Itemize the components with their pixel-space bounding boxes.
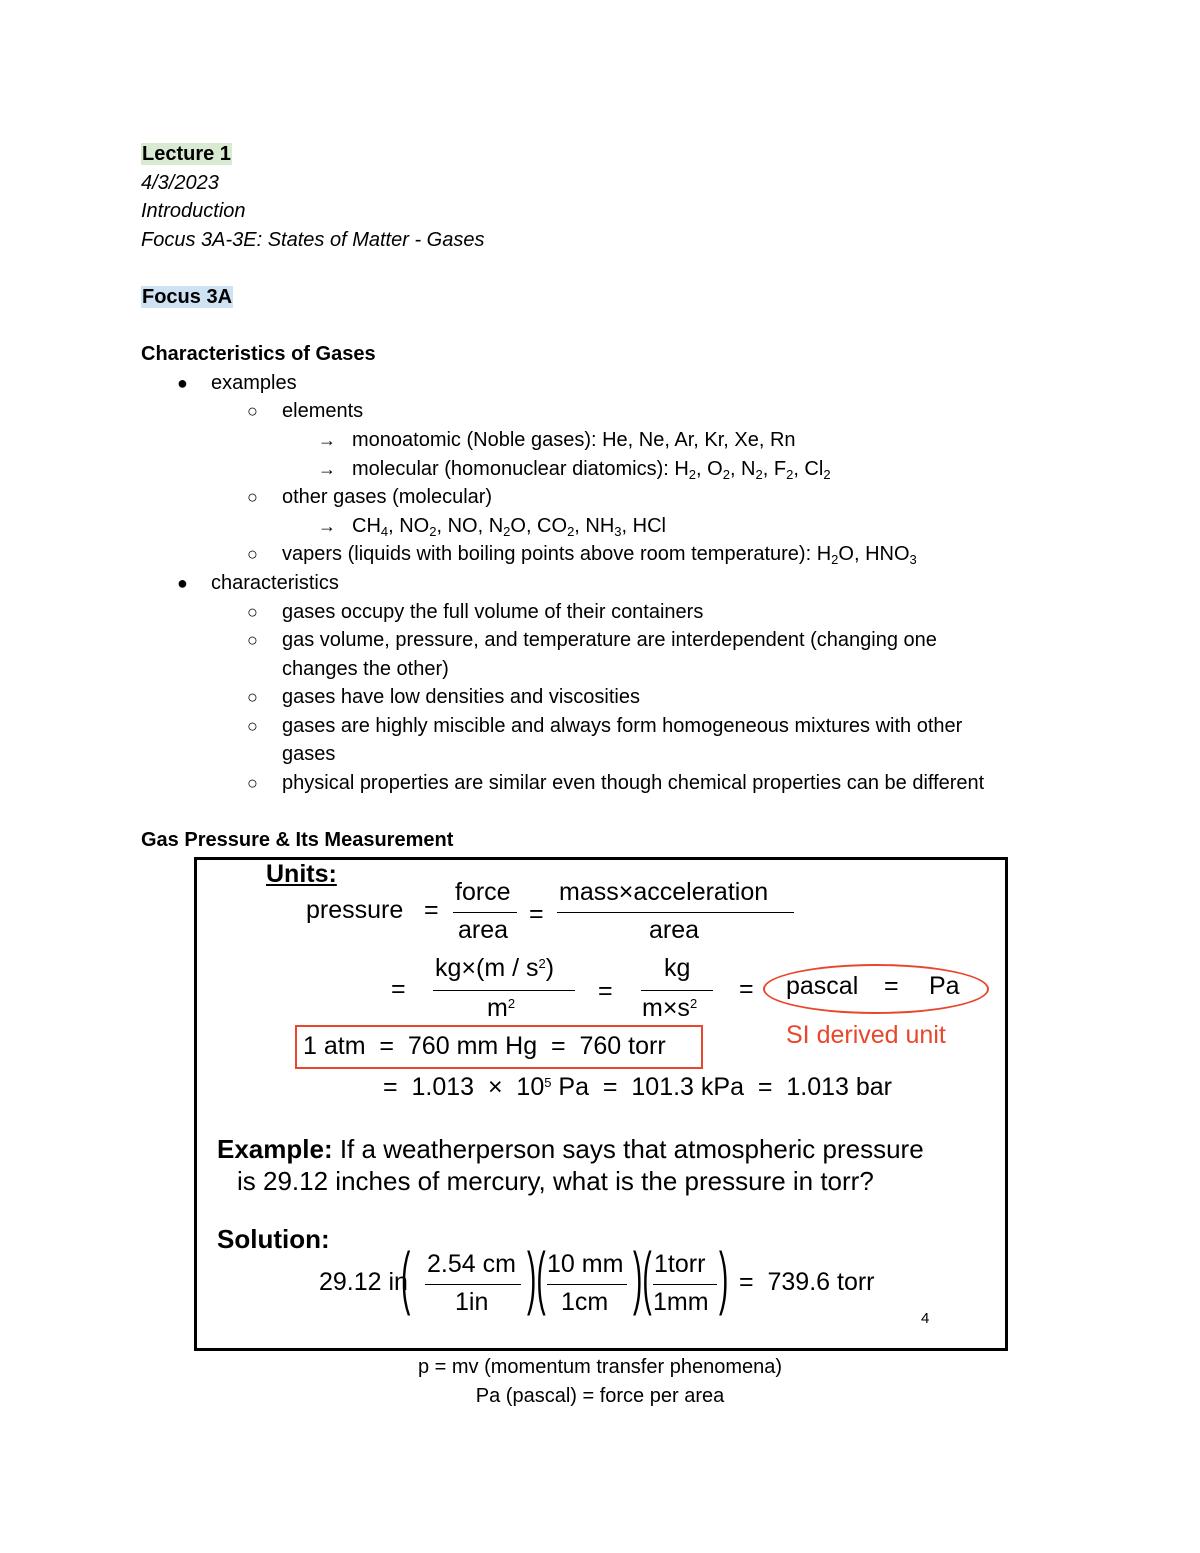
list-item: → monoatomic (Noble gases): He, Ne, Ar, Kr, Xe, Rn (141, 426, 1101, 455)
slide-number: 4 (921, 1310, 930, 1327)
bullet-icon: ● (177, 372, 188, 393)
equals-sign: = (529, 900, 544, 928)
equals-sign: = (739, 975, 754, 1003)
area-denominator: area (649, 916, 700, 944)
mass-acceleration-numerator: mass×acceleration (559, 878, 769, 906)
list-item-continuation: gases (282, 743, 336, 766)
list-item: ○ elements (141, 397, 1101, 426)
circle-bullet-icon: ○ (247, 715, 258, 736)
characteristics-heading: Characteristics of Gases (141, 343, 376, 366)
footer-pascal-note: Pa (pascal) = force per area (475, 1385, 725, 1407)
factor1-numerator: 2.54 cm (427, 1250, 516, 1278)
list-item: ● characteristics (141, 569, 1101, 598)
paren-icon: )( (527, 1238, 546, 1316)
mxs2-denominator: $m\times s^2$ (642, 994, 698, 1022)
arrow-icon: → (318, 429, 336, 450)
list-item: ○ gas volume, pressure, and temperature are interdependent (changing one (141, 626, 1101, 655)
factor2-denominator: 1cm (561, 1288, 609, 1316)
solution-result: = 739.6 torr (739, 1268, 875, 1296)
lecture-topic: Introduction (141, 200, 246, 223)
section-focus: Focus 3A (142, 285, 233, 308)
lecture-date: 4/3/2023 (141, 171, 219, 194)
factor1-denominator: 1in (455, 1288, 489, 1316)
circle-bullet-icon: ○ (247, 687, 258, 708)
circle-bullet-icon: ○ (247, 487, 258, 508)
circle-bullet-icon: ○ (247, 401, 258, 422)
left-paren-icon: ( (401, 1238, 411, 1316)
pressure-conversions: = $1.013 \times 10^5$ Pa = 101.3 kPa = 1.013 bar (383, 1073, 892, 1101)
list-item: ○ physical properties are similar even though chemical properties can be different (141, 769, 1101, 798)
kg-m-s2-numerator: $kg\times(m / s^2)$ (435, 954, 555, 982)
list-item: → $CH_4$, $NO_2$, NO, $N_2O$, $CO_2$, $NH_3$, HCl (141, 512, 1101, 541)
m2-denominator: $m^2$ (487, 994, 516, 1022)
example-text: Example: If a weatherperson says that atmospheric pressure (217, 1134, 924, 1164)
list-item: ○ other gases (molecular) (141, 483, 1101, 512)
atm-equivalence: 1 atm = 760 mm Hg = 760 torr (303, 1032, 666, 1060)
list-item: ○ gases occupy the full volume of their containers (141, 598, 1101, 627)
bullet-icon: ● (177, 572, 188, 593)
focus-range: Focus 3A-3E: States of Matter - Gases (141, 228, 485, 251)
factor2-numerator: 10 mm (547, 1250, 624, 1278)
arrow-icon: → (318, 515, 336, 536)
equals-sign: = (391, 975, 406, 1003)
pressure-word: pressure (306, 896, 404, 924)
pascal-word: pascal (786, 972, 859, 1000)
factor3-denominator: 1mm (653, 1288, 709, 1316)
force-numerator: force (455, 878, 511, 906)
list-item: ○ gases are highly miscible and always form homogeneous mixtures with other (141, 712, 1101, 741)
kg-numerator: kg (664, 954, 691, 982)
factor3-numerator: 1torr (654, 1250, 706, 1278)
arrow-icon: → (318, 458, 336, 479)
lecture-title: Lecture 1 (142, 143, 231, 165)
solution-label: Solution: (217, 1224, 330, 1254)
footer-momentum-note: p = mv (momentum transfer phenomena) (417, 1356, 783, 1378)
area-denominator: area (458, 916, 509, 944)
right-paren-icon: ) (719, 1238, 729, 1316)
si-derived-unit-label: SI derived unit (786, 1021, 946, 1049)
list-item: ○ vapers (liquids with boiling points above room temperature): $H_2O$, $HNO_3$ (141, 540, 1101, 569)
list-item: → molecular (homonuclear diatomics): $H_2$, $O_2$, $N_2$, $F_2$, $Cl_2$ (141, 455, 1101, 484)
equals-sign: = (884, 972, 899, 1000)
paren-icon: )( (633, 1238, 652, 1316)
circle-bullet-icon: ○ (247, 630, 258, 651)
pa-symbol: Pa (929, 972, 960, 1000)
equals-sign: = (424, 896, 439, 924)
solution-start-value: 29.12 in (319, 1268, 408, 1296)
equals-sign: = (598, 977, 613, 1005)
circle-bullet-icon: ○ (247, 544, 258, 565)
units-title: Units: (266, 860, 337, 888)
circle-bullet-icon: ○ (247, 601, 258, 622)
notes (141, 140, 1101, 855)
pressure-units-slide (194, 857, 1008, 1351)
circle-bullet-icon: ○ (247, 773, 258, 794)
list-item: ○ gases have low densities and viscosities (141, 683, 1101, 712)
example-text-line2: is 29.12 inches of mercury, what is the pressure in torr? (237, 1166, 874, 1196)
list-item-continuation: changes the other) (282, 657, 449, 680)
pressure-heading: Gas Pressure & Its Measurement (141, 829, 454, 852)
list-item: ● examples (141, 369, 1101, 398)
characteristics-list (141, 369, 1101, 798)
